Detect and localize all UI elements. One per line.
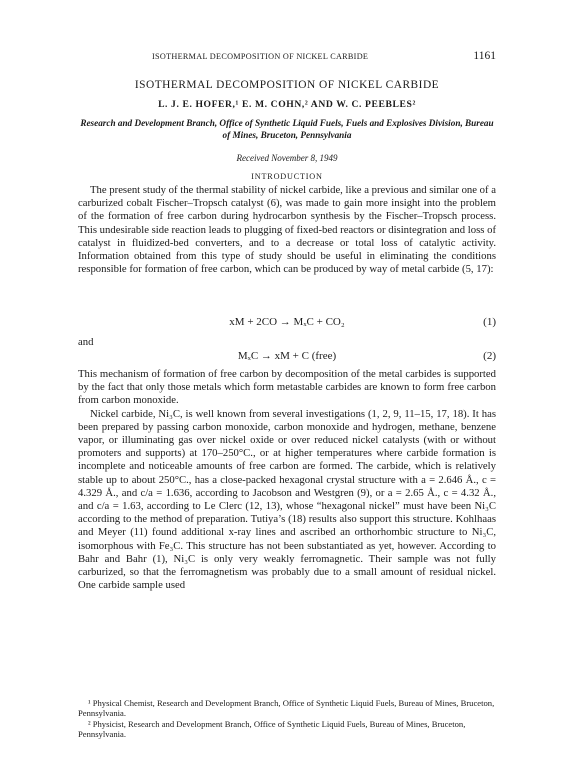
equation-1 — [78, 316, 496, 330]
page-number: 1161 — [473, 50, 496, 62]
received-date: Received November 8, 1949 — [236, 153, 338, 163]
intro-text — [78, 184, 496, 276]
footnote-2: ² Physicist, Research and Development Branch, Office of Synthetic Liquid Fuels, Bureau of Mines, Bruceton, Pennsylvania. — [78, 718, 466, 740]
running-head-title: ISOTHERMAL DECOMPOSITION OF NICKEL CARBIDE — [152, 52, 369, 61]
nickel-carbide-paragraph: Nickel carbide, Ni₃C, is well known from several investigations (1, 2, 9, 11–15, 17, 18). It has been prepared by passing carbon monoxide, carbon monoxide and hydrogen, methane, benzene vapor, or illuminating gas over nickel oxide or over reduced nickel catalysts (with or without promoters and supports) at 170–250°C., or at higher temperatures where carbide formation is incomplete and noticeable amounts of free carbon are formed. The carbide, which is relatively stable up to about 250°C., has a close-packed hexagonal crystal structure with a = 2.646 Å., c = 4.329 Å., and c/a = 1.636, according to Jacobson and Westgren (9), or a = 2.65 Å., c = 4.32 Å., and c/a = 1.63, according to Le Clerc (12, 13), whose “hexagonal nickel” must have been Ni₃C according to the method of preparation. Tutiya’s (18) results also support this structure. Kohlhaas and Meyer (11) found additional x-ray lines and ascribed an orthorhombic structure to Ni₃C, isomorphous with Fe₃C. This structure has not been substantiated as yet, however. According to Bahr and Bahr (1), Ni₃C is only very weakly ferromagnetic. Their sample was not fully carburized, so that the ferromagnetism was probably due to a small amount of residual nickel. One carbide sample used — [78, 407, 496, 592]
intro-paragraph: The present study of the thermal stability of nickel carbide, like a previous and similar one of a carburized cobalt Fischer–Tropsch catalyst (6), was made to gain more insight into the problem of the formation of free carbon during hydrocarbon synthesis by the Fischer–Tropsch process. This undesirable side reaction leads to plugging of fixed-bed reactors or disintegration and loss of catalyst in fluidized-bed converters, and to a decrease or total loss of catalytic activity. Information obtained from this type of study should be useful in eliminating the conditions responsible for formation of free carbon, which can be produced by way of metal carbide (5, 17): — [78, 184, 496, 276]
equation-2-number: (2) — [483, 350, 496, 362]
author-list: L. J. E. HOFER,¹ E. M. COHN,² AND W. C. PEEBLES² — [158, 99, 416, 110]
equation-1-expression: xM + 2CO → MₓC + CO₂ — [229, 316, 345, 328]
running-head — [78, 52, 496, 66]
body-text — [78, 368, 496, 592]
connector-text: and — [78, 336, 94, 348]
mechanism-paragraph: This mechanism of formation of free carbon by decomposition of the metal carbides is supported by the fact that only those metals which form metastable carbides are known to form free carbon from carbon monoxide. — [78, 368, 496, 407]
equation-2-expression: MₓC → xM + C (free) — [237, 350, 337, 362]
equation-2 — [78, 350, 496, 364]
author-affiliation: Research and Development Branch, Office of Synthetic Liquid Fuels, Fuels and Explosives Division, Bureau of Mines, Bruceton, Pennsylvania — [80, 118, 494, 140]
section-heading-introduction: INTRODUCTION — [251, 172, 323, 181]
article-title: ISOTHERMAL DECOMPOSITION OF NICKEL CARBIDE — [134, 79, 440, 91]
footnotes — [78, 698, 496, 740]
footnote-1: ¹ Physical Chemist, Research and Development Branch, Office of Synthetic Liquid Fuels, Bureau of Mines, Bruceton, Pennsylvania. — [78, 698, 495, 719]
equation-1-number: (1) — [483, 316, 496, 328]
